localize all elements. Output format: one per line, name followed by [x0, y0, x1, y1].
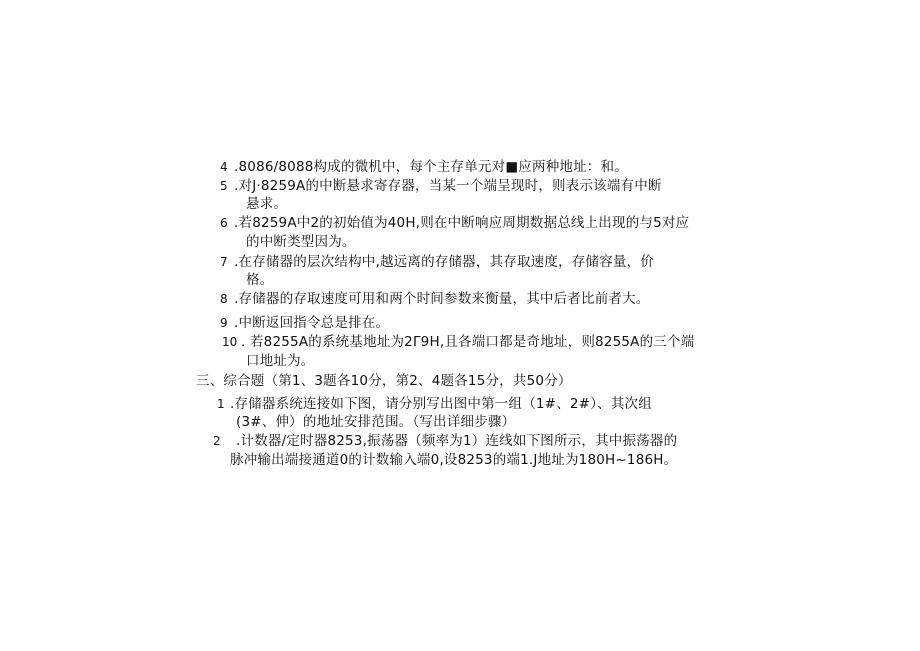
- question-5-number: 5: [220, 179, 228, 193]
- question-5-line-1: .对J·8259A的中断悬求寄存器，当某一个端呈现时，则表示该端有中断: [234, 178, 662, 194]
- question-10-line-1: . 若8255A的系统基地址为2Γ9H,且各端口都是奇地址，则8255A的三个端: [241, 334, 695, 350]
- question-8-line-1: .存储器的存取速度可用和两个时间参数来衡量，其中后者比前者大。: [234, 291, 650, 307]
- question-7-line-1: .在存储器的层次结构中,越远离的存储器，其存取速度，存储容量，价: [234, 254, 654, 270]
- question-7-number: 7: [220, 255, 228, 269]
- question-4-number: 4: [220, 160, 228, 174]
- section-3-item-2-line-2: 脉冲输出端接通道0的计数输入端0,设8253的端1.J地址为180H~186H。: [230, 452, 678, 468]
- question-8-number: 8: [220, 292, 228, 306]
- question-10-number: 10: [222, 335, 238, 349]
- question-9-line-1: .中断返回指令总是排在。: [234, 315, 390, 331]
- question-10-line-2: 口地址为。: [246, 353, 315, 369]
- question-6-line-2: 的中断类型因为。: [246, 234, 356, 250]
- question-4-line-1: .8086/8088构成的微机中，每个主存单元对■应两种地址：和。: [234, 159, 628, 175]
- question-5-line-2: 悬求。: [246, 196, 288, 212]
- section-3-heading: 三、综合题（第1、3题各10分，第2、4题各15分，共50分）: [196, 373, 572, 389]
- question-9-number: 9: [220, 316, 228, 330]
- section-3-item-1-number: 1: [217, 397, 225, 411]
- question-6-line-1: .若8259A中2的初始值为40H,则在中断响应周期数据总线上出现的与5对应: [234, 215, 690, 231]
- question-6-number: 6: [220, 216, 228, 230]
- section-3-item-2-number: 2: [213, 434, 221, 448]
- section-3-item-1-line-1: .存储器系统连接如下图，请分别写出图中第一组（1#、2#）、其次组: [230, 396, 652, 412]
- section-3-item-1-line-2: (3#、伸）的地址安排范围。（写出详细步骤）: [236, 414, 516, 430]
- question-7-line-2: 格。: [246, 272, 274, 288]
- section-3-item-2-line-1: .计数器/定时器8253,振荡器（频率为1）连线如下图所示，其中振荡器的: [236, 433, 678, 449]
